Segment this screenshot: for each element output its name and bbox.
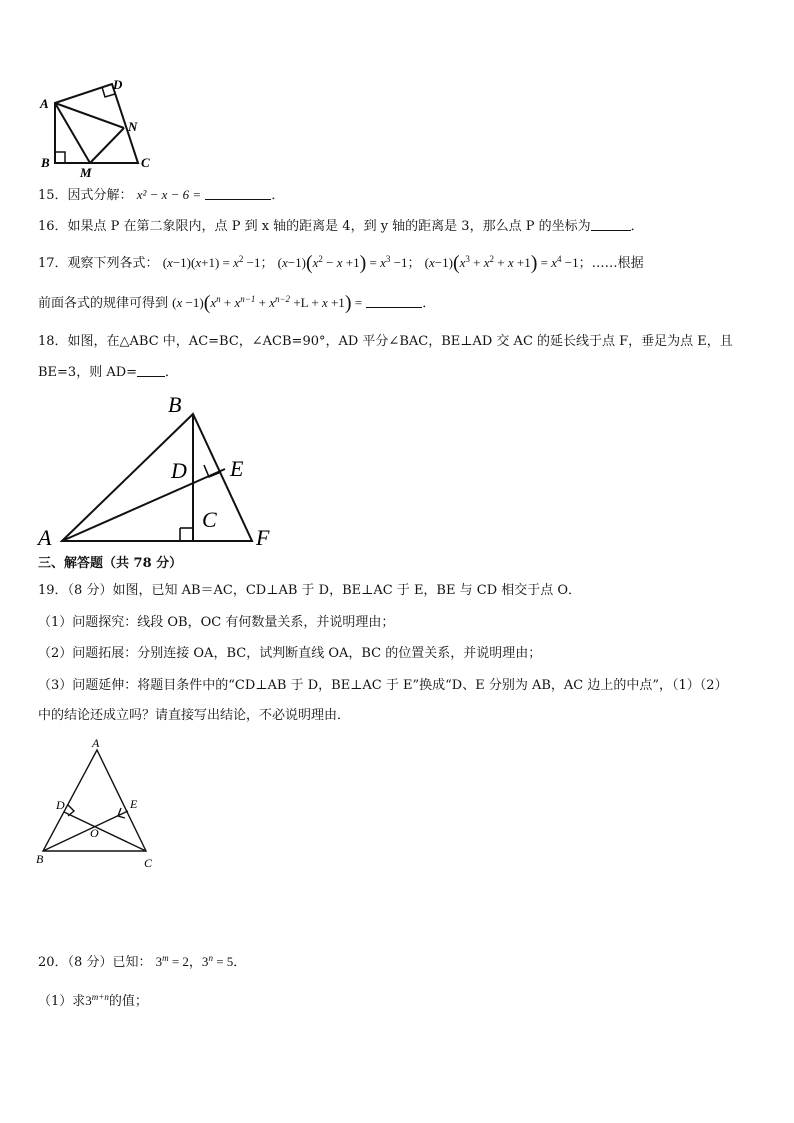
label-A: A xyxy=(40,96,49,111)
label-M: M xyxy=(80,165,92,180)
question-number: 15． xyxy=(38,188,68,203)
formula-1: $(x-1)(x+1) = x^2 -1$ xyxy=(162,254,261,270)
label-N: N xyxy=(128,119,138,134)
formula-general: $(x -1)(x^n + x^{n-1} + x^{n-2} +L + x +1)$ = xyxy=(172,292,363,314)
question-text: 前面各式的规律可得到 xyxy=(38,296,169,311)
question-19-part1: （1）问题探究：线段 OB，OC 有何数量关系，并说明理由； xyxy=(38,615,395,630)
question-number: 16． xyxy=(38,219,68,234)
question-text: （1）求 xyxy=(38,994,86,1009)
label-A: A xyxy=(92,736,100,750)
label-E: E xyxy=(130,797,138,811)
label-O: O xyxy=(90,826,99,840)
power-expression: $3^{m+n}$ xyxy=(85,992,109,1008)
label-D: D xyxy=(113,77,123,92)
label-C: C xyxy=(202,507,217,532)
continuation-text: ……根据 xyxy=(591,256,644,271)
label-F: F xyxy=(256,525,270,550)
question-text: 如图，在△ABC 中，AC=BC，∠ACB=90°，AD 平分∠BAC，BE⊥AD 交 AC 的延长线于点 F，垂足为点 E，且 xyxy=(67,334,733,349)
question-text: 观察下列各式： xyxy=(67,256,159,271)
question-number: 17． xyxy=(38,256,68,271)
question-number: 18． xyxy=(38,334,68,349)
question-17: 17．观察下列各式： $(x-1)(x+1) = x^2 -1$； $(x-1)(x^2 - x +1) = x^3 -1$； $(x-1)(x^3 + x^2 + x +1) = x^4 -1$；……根据 xyxy=(38,252,644,274)
section-heading: 三、解答题（共 78 分） xyxy=(38,556,183,571)
period: ． xyxy=(422,296,436,311)
label-C: C xyxy=(141,155,150,170)
question-text: 如果点 P 在第二象限内，点 P 到 x 轴的距离是 4，到 y 轴的距离是 3，那么点 P 的坐标为 xyxy=(67,219,591,234)
label-D: D xyxy=(171,458,187,483)
question-text: 因式分解： xyxy=(67,188,133,203)
formula-3: $(x-1)(x^3 + x^2 + x +1) = x^4 -1$ xyxy=(424,252,579,274)
question-19: 19．（8 分）如图，已知 AB＝AC，CD⊥AB 于 D，BE⊥AC 于 E，BE 与 CD 相交于点 O． xyxy=(38,583,582,598)
label-D: D xyxy=(56,798,65,812)
question-text: 的值； xyxy=(108,994,148,1009)
period: ． xyxy=(271,188,285,203)
question-20 xyxy=(38,953,246,972)
label-A: A xyxy=(38,525,52,550)
question-text: BE=3，则 AD= xyxy=(38,365,138,380)
label-B: B xyxy=(41,155,50,170)
label-E: E xyxy=(230,456,244,481)
period: ． xyxy=(630,219,644,234)
period: ． xyxy=(165,365,179,380)
question-text: 20．（8 分）已知： xyxy=(38,955,152,970)
given-expression: 3$^m$ = 2，3$^n$ = 5． xyxy=(155,953,247,969)
question-19-part3-cont: 中的结论还成立吗？请直接写出结论，不必说明理由． xyxy=(38,708,351,723)
question-20-part1 xyxy=(38,992,148,1011)
expression: x² − x − 6 = xyxy=(136,187,202,202)
label-B: B xyxy=(168,392,182,417)
formula-2: $(x-1)(x^2 - x +1) = x^3 -1$ xyxy=(277,252,408,274)
label-C: C xyxy=(144,856,153,870)
question-19-part2: （2）问题拓展：分别连接 OA，BC，试判断直线 OA，BC 的位置关系，并说明理由； xyxy=(38,646,542,661)
label-B: B xyxy=(36,852,44,866)
question-19-part3: （3）问题延伸：将题目条件中的“CD⊥AB 于 D，BE⊥AC 于 E”换成“D、E 分别为 AB，AC 边上的中点”，（1）（2） xyxy=(38,678,728,693)
